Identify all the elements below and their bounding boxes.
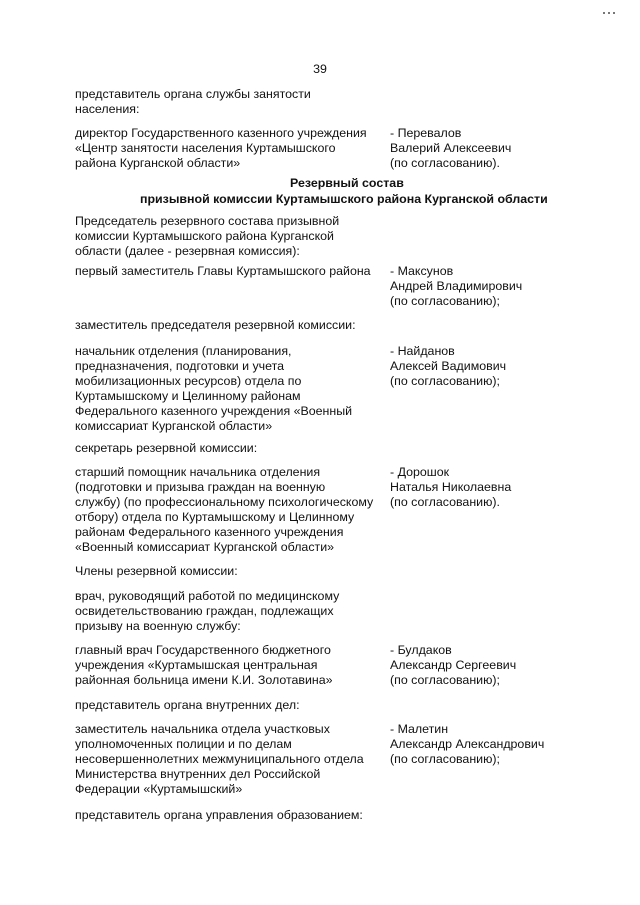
person-text: - Перевалов Валерий Алексеевич (по согласованию). <box>390 126 512 170</box>
role-text: первый заместитель Главы Куртамышского района <box>75 264 371 278</box>
role-text: заместитель начальника отдела участковых уполномоченных полиции и по делам несовершеннолетних межмуниципального отдела Министерства внутренних дел Российской Федерации «Куртамышский» <box>75 722 364 796</box>
role-text: Председатель резервного состава призывной комиссии Куртамышского района Курганской области (далее - резервная комиссия): <box>75 214 340 258</box>
person-text: - Найданов Алексей Вадимович (по согласованию); <box>390 344 507 388</box>
role-text: главный врач Государственного бюджетного учреждения «Куртамышская центральная районная больница имени К.И. Золотавина» <box>75 643 333 687</box>
role-text: представитель органа внутренних дел: <box>75 698 300 712</box>
section-heading-line2: призывной комиссии Куртамышского района Курганской области <box>140 192 548 206</box>
person-text: - Максунов Андрей Владимирович (по согласованию); <box>390 264 523 308</box>
person-text: - Дорошок Наталья Николаевна (по согласованию). <box>390 465 512 509</box>
scan-mark <box>603 3 625 9</box>
role-text: старший помощник начальника отделения (подготовки и призыва граждан на военную службу) (по профессиональному психологическому отбору) отдела по Куртамышскому и Целинному районам Федерального казенного учреждения «Военный комиссариат Курганской области» <box>75 465 374 554</box>
role-text: начальник отделения (планирования, предназначения, подготовки и учета мобилизационных ресурсов) отдела по Куртамышскому и Целинному районам Федерального казенного учреждения «Военный комиссариат Курганской области» <box>75 344 353 433</box>
person-text: - Булдаков Александр Сергеевич (по согласованию); <box>390 643 517 687</box>
role-text: директор Государственного казенного учреждения «Центр занятости населения Куртамышского района Курганской области» <box>75 126 367 170</box>
role-text: секретарь резервной комиссии: <box>75 441 258 455</box>
person-text: - Малетин Александр Александрович (по согласованию); <box>390 722 545 766</box>
role-text: представитель органа службы занятости населения: <box>75 87 311 116</box>
section-heading-line1: Резервный состав <box>290 176 404 190</box>
role-text: представитель органа управления образованием: <box>75 808 363 822</box>
role-text: Члены резервной комиссии: <box>75 564 238 578</box>
page-number: 39 <box>313 62 327 76</box>
role-text: врач, руководящий работой по медицинскому освидетельствованию граждан, подлежащих призыву на военную службу: <box>75 589 340 633</box>
role-text: заместитель председателя резервной комиссии: <box>75 318 356 332</box>
